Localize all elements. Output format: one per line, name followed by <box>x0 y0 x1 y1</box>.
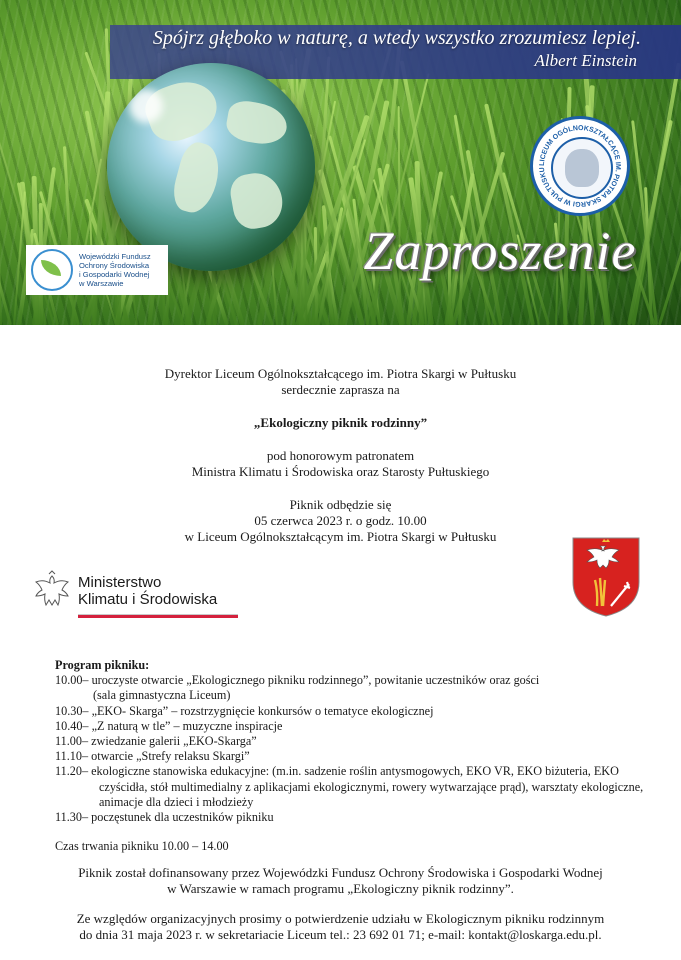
program-item <box>55 810 665 825</box>
svg-text:LICEUM OGÓLNOKSZTAŁCĄCE IM. PI: LICEUM OGÓLNOKSZTAŁCĄCE IM. PIOTRA SKARGI W PUŁTUSKU <box>538 124 622 208</box>
program-item-continuation: animacje dla dzieci i młodzieży <box>99 794 254 809</box>
ministry-flag-stripe <box>78 614 238 618</box>
program-time: 10.30 <box>55 703 83 718</box>
ministry-logo <box>30 570 220 620</box>
fund-logo <box>26 245 168 295</box>
quote-text: Spójrz głęboko w naturę, a wtedy wszystko zrozumiesz lepiej. <box>152 27 641 49</box>
grass-blade <box>0 210 12 325</box>
program-item <box>55 673 665 688</box>
fund-logo-line: Wojewódzki Fundusz <box>79 252 151 261</box>
invitation-line-1: Dyrektor Liceum Ogólnokształcącego im. Piotra Skargi w Pułtusku <box>164 366 517 381</box>
grass-blade <box>398 106 402 325</box>
when-line-2: 05 czerwca 2023 r. o godz. 10.00 <box>254 513 427 528</box>
event-name: „Ekologiczny piknik rodzinny” <box>253 415 428 430</box>
when-line-1: Piknik odbędzie się <box>289 497 392 512</box>
school-logo <box>530 116 630 216</box>
program-item <box>55 749 665 764</box>
invitation-line-2: serdecznie zaprasza na <box>281 382 400 397</box>
program-desc: – poczęstunek dla uczestników pikniku <box>81 810 274 825</box>
patronage-line-2: Ministra Klimatu i Środowiska oraz Starosty Pułtuskiego <box>191 464 490 479</box>
program-time: 10.00 <box>55 673 83 688</box>
portrait-icon <box>551 137 613 199</box>
fund-logo-line: w Warszawie <box>79 279 124 288</box>
duration-text: Czas trwania pikniku 10.00 – 14.00 <box>55 839 229 853</box>
program-time: 10.40 <box>55 718 83 733</box>
rsvp-line-2: do dnia 31 maja 2023 r. w sekretariacie Liceum tel.: 23 692 01 71; e-mail: kontakt@loskarga.edu.pl. <box>79 927 602 942</box>
program-desc: – „Z naturą w tle” – muzyczne inspiracje <box>82 718 283 733</box>
program-item <box>55 704 665 719</box>
program-item <box>55 719 665 734</box>
where-line: w Liceum Ogólnokształcącym im. Piotra Skargi w Pułtusku <box>184 529 497 544</box>
program-time: 11.30 <box>55 810 82 825</box>
program-desc: – otwarcie „Strefy relaksu Skargi” <box>81 749 250 764</box>
program-item <box>55 734 665 749</box>
white-eagle-icon <box>30 570 74 616</box>
patronage-line-1: pod honorowym patronatem <box>266 448 415 463</box>
county-coat-of-arms-icon <box>571 536 641 618</box>
funding-line-2: w Warszawie w ramach programu „Ekologiczny piknik rodzinny”. <box>167 881 514 896</box>
ministry-name-line-2: Klimatu i Środowiska <box>78 591 218 608</box>
glass-globe-image <box>107 63 315 271</box>
funding-line-1: Piknik został dofinansowany przez Wojewódzki Fundusz Ochrony Środowiska i Gospodarki Wodnej <box>78 865 603 880</box>
quote-author: Albert Einstein <box>534 51 637 70</box>
program-item-continuation: czyścidła, stół multimedialny z aplikacjami ekologicznymi, rowery wytwarzające prąd), warsztaty ekologiczne, <box>99 779 644 794</box>
fund-logo-line: Ochrony Środowiska <box>79 261 150 270</box>
program-time: 11.20 <box>55 764 82 779</box>
program-item-continuation: (sala gimnastyczna Liceum) <box>93 688 231 703</box>
program-desc: – „EKO- Skarga” – rozstrzygnięcie konkursów o tematyce ekologicznej <box>82 703 434 718</box>
page-title: Zaproszenie <box>363 221 637 281</box>
rsvp-line-1: Ze względów organizacyjnych prosimy o potwierdzenie udziału w Ekologicznym pikniku rodzinnym <box>76 911 605 926</box>
fund-logo-line: i Gospodarki Wodnej <box>79 270 150 279</box>
program-time: 11.00 <box>55 734 82 749</box>
program-desc: – uroczyste otwarcie „Ekologicznego pikniku rodzinnego”, powitanie uczestników oraz gości <box>82 673 540 688</box>
ministry-name-line-1: Ministerstwo <box>78 574 162 591</box>
program-desc: – zwiedzanie galerii „EKO-Skarga” <box>81 734 257 749</box>
program-section <box>55 658 665 825</box>
program-time: 11.10 <box>55 749 82 764</box>
header-banner <box>0 0 681 325</box>
program-desc: – ekologiczne stanowiska edukacyjne: (m.in. sadzenie roślin antysmogowych, EKO VR, EKO biżuteria, EKO <box>81 764 619 779</box>
program-item <box>55 764 665 779</box>
leaf-icon <box>31 249 73 291</box>
program-heading: Program pikniku: <box>55 658 150 672</box>
